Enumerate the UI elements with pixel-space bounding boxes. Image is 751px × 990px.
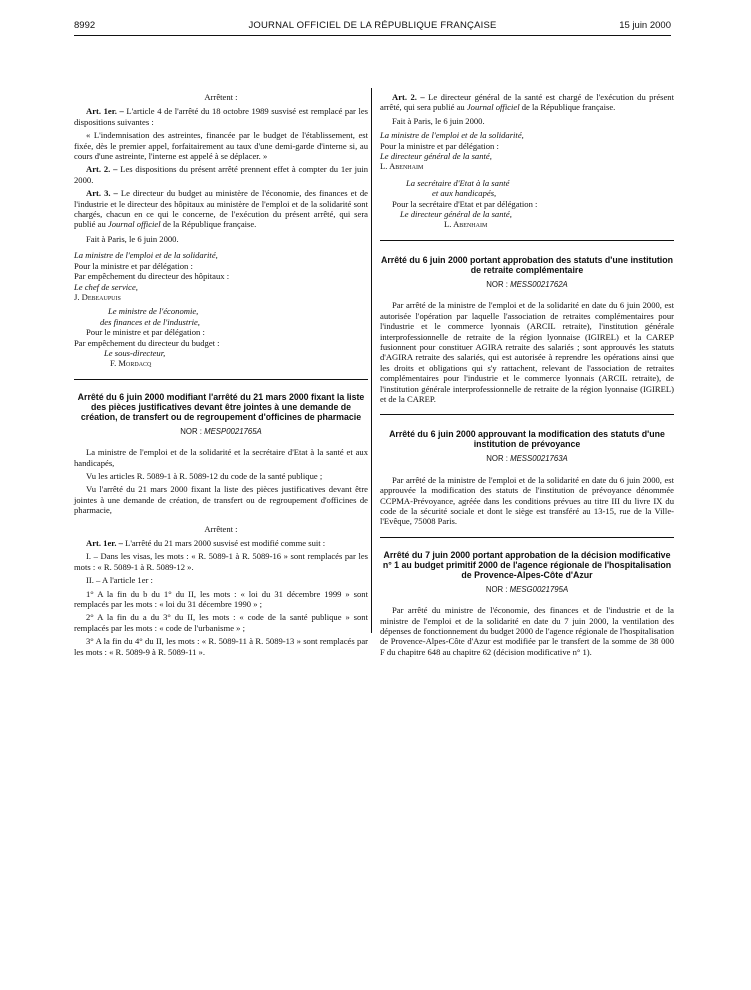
nor-code: MESS0021763A bbox=[510, 454, 568, 464]
nor-code: MESP0021765A bbox=[204, 426, 262, 436]
list-item: 1° A la fin du b du 1° du II, les mots : « loi du 31 décembre 1999 » sont remplacés par les mots : « loi du 31 décembre 1990 » ; bbox=[74, 588, 368, 610]
decree-title: Arrêté du 7 juin 2000 portant approbation de la décision modificative n° 1 au budget primitif 2000 de l'agence régionale de l'hospitalisation de Provence-Alpes-Côte d'Azur bbox=[382, 549, 672, 580]
signatory-name: F. Mordacq bbox=[110, 358, 152, 369]
nor-reference bbox=[380, 280, 674, 290]
signature-block-2 bbox=[74, 306, 368, 368]
nor-label: NOR : bbox=[486, 454, 508, 464]
section-separator bbox=[380, 240, 674, 241]
nor-code: MESG0021795A bbox=[509, 584, 569, 594]
article-label: Art. 1er. – bbox=[86, 538, 123, 548]
page-number: 8992 bbox=[74, 20, 96, 31]
column-divider bbox=[371, 88, 372, 633]
arretent-heading: Arrêtent : bbox=[204, 92, 238, 102]
paragraph: Vu l'arrêté du 21 mars 2000 fixant la liste des pièces justificatives devant être jointes à une demande de création, de transfert ou de regroupement d'officines de pharmacie, bbox=[74, 484, 368, 516]
nor-label: NOR : bbox=[485, 584, 508, 594]
signatory-name: L. Abenhaim bbox=[380, 161, 424, 172]
section-separator bbox=[380, 414, 674, 415]
signature-block-1 bbox=[74, 250, 368, 302]
signature-line: Par empêchement du directeur des hôpitaux : bbox=[74, 271, 230, 282]
signatory-name: J. Debeaupuis bbox=[74, 291, 121, 302]
signature-line: Le sous-directeur, bbox=[104, 347, 166, 358]
article-text: de la République française. bbox=[519, 102, 616, 113]
article-text: Le directeur du budget au ministère de l'économie, des finances et de l'industrie et le directeur des hôpitaux au ministère de l'emploi et de la solidarité sont chargés, chacun en ce qui le concerne, de l'exécution du présent arrêté, qui sera publié au bbox=[74, 188, 368, 230]
decree-title: Arrêté du 6 juin 2000 modifiant l'arrêté du 21 mars 2000 fixant la liste des pièces justificatives devant être jointes à une demande de création, de transfert ou de regroupement d'officines de pharmacie bbox=[77, 391, 365, 422]
list-item: 3° A la fin du 4° du II, les mots : « R. 5089-11 à R. 5089-13 » sont remplacés par les mots : « R. 5089-9 à R. 5089-11 ». bbox=[74, 636, 368, 657]
article-label: Art. 1er. – bbox=[86, 106, 124, 117]
decree-title: Arrêté du 6 juin 2000 approuvant la modification des statuts d'une institution de prévoyance bbox=[389, 429, 665, 450]
signature-line: Pour la ministre et par délégation : bbox=[380, 140, 499, 151]
article-text: de la République française. bbox=[160, 219, 257, 230]
nor-label: NOR : bbox=[486, 279, 508, 289]
list-item: I. – Dans les visas, les mots : « R. 5089-1 à R. 5089-16 » sont remplacés par les mots : « R. 5089-1 à R. 5089-12 ». bbox=[74, 551, 368, 572]
nor-reference bbox=[380, 454, 674, 464]
signature-line: des finances et de l'industrie, bbox=[100, 316, 200, 327]
page-header bbox=[74, 20, 671, 34]
signature-line: La secrétaire d'Etat à la santé bbox=[406, 177, 510, 188]
signature-line: et aux handicapés, bbox=[432, 188, 497, 199]
signature-line: Le ministre de l'économie, bbox=[108, 306, 199, 317]
article-label: Art. 2. – bbox=[86, 164, 118, 175]
article-text: L'article 4 de l'arrêté du 18 octobre 1989 susvisé est remplacé par les dispositions suivantes : bbox=[74, 106, 368, 127]
article-text: L'arrêté du 21 mars 2000 susvisé est modifié comme suit : bbox=[122, 538, 326, 548]
section-separator bbox=[380, 537, 674, 538]
nor-label: NOR : bbox=[180, 426, 202, 436]
journal-officiel: Journal officiel bbox=[466, 102, 520, 113]
article-3 bbox=[74, 188, 368, 230]
paragraph: Par arrêté de la ministre de l'emploi et de la solidarité en date du 6 juin 2000, est autorisée l'opération par laquelle l'association de retraites complémentaires pour l'industrie et le commerce lyonnais (ARCIL retraite), l'institution générale interprofessionnelle de retraite de la région lyonnaise (IGIREL) et la CAREP fusionnent pour constituer AGIRA retraite des salariés ; sont approuvés les statuts d'AGIRA retraite des salariés, qui est autorisée à reprendre les opérations ainsi que les droits et obligations qui s'y rattachent, relevant de l'association de retraites complémentaires pour l'industrie et le commerce lyonnais (ARCIL retraite), de l'institution générale interprofessionnelle de retraite de la région lyonnaise (IGIREL) et de la CAREP. bbox=[380, 300, 674, 404]
paragraph: Par arrêté de la ministre de l'emploi et de la solidarité en date du 6 juin 2000, est approuvée la modification des statuts de l'institution de prévoyance dénommée CCPMA-Prévoyance, agréée dans les conditions prévues au titre III du livre IX du code de la sécurité sociale et dont le siège est transféré au 13-15, rue de la Ville-l'Evêque, 75008 Paris. bbox=[380, 474, 674, 527]
issue-date: 15 juin 2000 bbox=[619, 20, 671, 31]
signature-line: Pour la secrétaire d'Etat et par délégation : bbox=[392, 198, 538, 209]
paragraph: La ministre de l'emploi et de la solidarité et la secrétaire d'Etat à la santé et aux handicapés, bbox=[74, 447, 368, 468]
fait-a-paris: Fait à Paris, le 6 juin 2000. bbox=[86, 233, 179, 244]
signature-line: La ministre de l'emploi et de la solidarité, bbox=[74, 250, 218, 261]
article-2 bbox=[74, 164, 368, 185]
signature-line: Le directeur général de la santé, bbox=[400, 209, 512, 220]
nor-code: MESS0021762A bbox=[510, 279, 568, 289]
header-rule bbox=[74, 35, 671, 36]
paragraph: Vu les articles R. 5089-1 à R. 5089-12 du code de la santé publique ; bbox=[86, 470, 323, 481]
signature-line: Pour le ministre et par délégation : bbox=[86, 327, 205, 338]
article-1 bbox=[74, 106, 368, 127]
article-label: Art. 2. – bbox=[392, 92, 425, 102]
article-text: Les dispositions du présent arrêté prennent effet à compter du 1er juin 2000. bbox=[74, 164, 369, 185]
article-1-quote: « L'indemnisation des astreintes, financée par le budget de l'établissement, est fixée, dès le premier appel, forfaitairement au taux d'une demi-garde d'interne si, au cours d'une astreinte, l'interne est appelé à se déplacer. » bbox=[74, 130, 368, 162]
signature-line: Le chef de service, bbox=[74, 281, 138, 292]
nor-reference bbox=[380, 585, 674, 595]
paragraph: Par arrêté du ministre de l'économie, des finances et de l'industrie et de la ministre de l'emploi et de la solidarité en date du 7 juin 2000, la ventilation des dépenses de fonctionnement du budget 2000 de l'agence régionale de l'hospitalisation de Provence-Alpes-Côte d'Azur est modifiée par le transfert de la somme de 38 000 F du chapitre 648 au chapitre 62 (décision modificative n° 1). bbox=[380, 605, 674, 657]
fait-a-paris: Fait à Paris, le 6 juin 2000. bbox=[392, 115, 485, 126]
signatory-name: L. Abenhaim bbox=[444, 219, 488, 230]
signature-line: La ministre de l'emploi et de la solidarité, bbox=[380, 130, 524, 141]
article-label: Art. 3. – bbox=[86, 188, 118, 199]
journal-officiel: Journal officiel bbox=[107, 219, 161, 230]
list-item: II. – A l'article 1er : bbox=[86, 575, 153, 586]
left-column bbox=[74, 92, 368, 660]
nor-reference bbox=[74, 427, 368, 437]
list-item: 2° A la fin du a du 3° du II, les mots : « code de la santé publique » sont remplacés par les mots : « code de l'urbanisme » ; bbox=[74, 612, 368, 633]
article-text: Le directeur général de la santé est chargé de l'exécution du présent arrêté, qui sera publié au bbox=[380, 92, 674, 113]
signature-line: Pour la ministre et par délégation : bbox=[74, 260, 193, 271]
arretent-heading: Arrêtent : bbox=[204, 523, 238, 534]
decree-title: Arrêté du 6 juin 2000 portant approbation des statuts d'une institution de retraite complémentaire bbox=[381, 254, 673, 275]
signature-line: Par empêchement du directeur du budget : bbox=[74, 337, 220, 348]
right-column bbox=[380, 92, 674, 660]
signature-block-4 bbox=[380, 178, 674, 230]
signature-line: Le directeur général de la santé, bbox=[380, 151, 492, 162]
article-1b bbox=[74, 538, 368, 548]
journal-title: JOURNAL OFFICIEL DE LA RÉPUBLIQUE FRANÇAISE bbox=[248, 20, 497, 31]
article-2-right bbox=[380, 92, 674, 113]
signature-block-3 bbox=[380, 130, 674, 172]
section-separator bbox=[74, 379, 368, 380]
